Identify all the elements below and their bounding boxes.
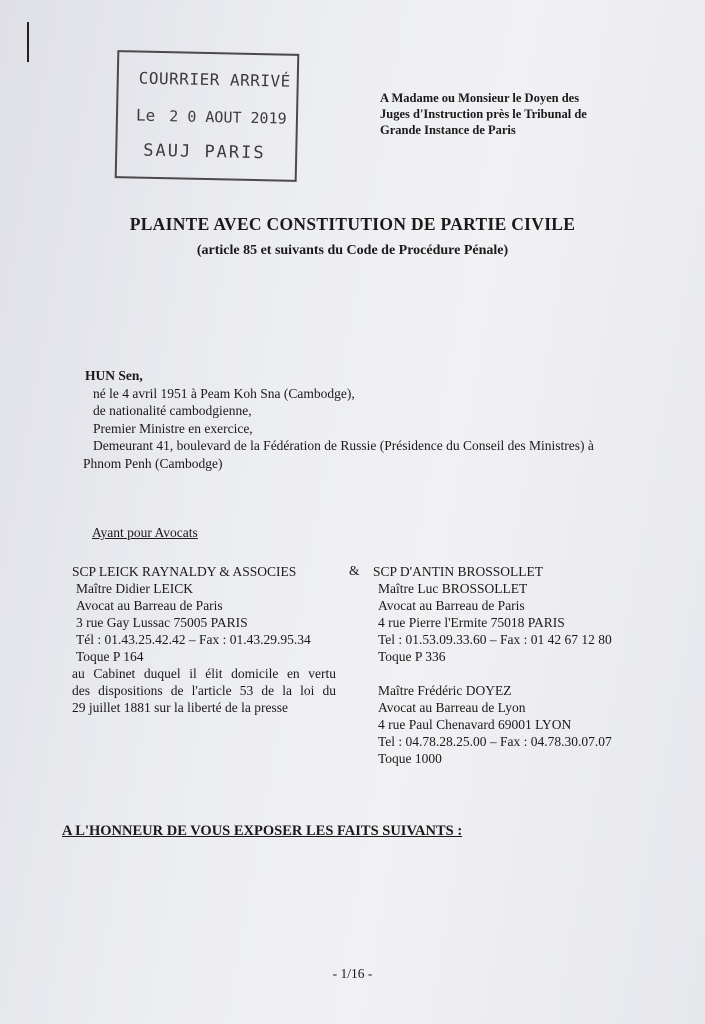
left-address: 3 rue Gay Lussac 75005 PARIS [76,615,248,630]
ampersand: & [349,563,360,578]
plaintiff-block [83,367,594,472]
stamp-line-3: SAUJ PARIS [143,140,266,164]
right-tel: Tel : 01.53.09.33.60 – Fax : 01 42 67 12 80 [378,632,612,647]
second-tel: Tel : 04.78.28.25.00 – Fax : 04.78.30.07.07 [378,734,612,749]
document-title: PLAINTE AVEC CONSTITUTION DE PARTIE CIVILE [129,214,576,234]
received-stamp [115,50,300,182]
margin-mark [27,22,29,62]
right-bar: Avocat au Barreau de Paris [378,598,525,613]
plaintiff-detail: Phnom Penh (Cambodge) [83,455,223,471]
plaintiff-detail: de nationalité cambodgienne, [93,403,252,418]
stamp-date-line [136,106,287,128]
plaintiff-detail: né le 4 avril 1951 à Peam Koh Sna (Cambodge), [93,385,355,401]
document-subtitle: (article 85 et suivants du Code de Procédure Pénale) [196,243,509,258]
left-firm-block [72,563,342,716]
plaintiff-name: HUN Sen, [85,368,143,383]
left-domicile-line: au Cabinet duquel il élit domicile en vertu [72,666,336,681]
addressee-block [380,90,630,138]
left-firm-name: SCP LEICK RAYNALDY & ASSOCIES [72,564,297,579]
stamp-le: Le [135,105,156,125]
right-firm-block [373,563,673,767]
right-firm-name: SCP D'ANTIN BROSSOLLET [373,564,543,579]
stamp-date: 2 0 AOUT 2019 [169,107,287,128]
second-lawyer: Maître Frédéric DOYEZ [378,683,512,698]
plaintiff-detail: Premier Ministre en exercice, [93,420,253,436]
addressee-line: Grande Instance de Paris [380,123,516,137]
addressee-line: Juges d'Instruction près le Tribunal de [380,107,587,121]
stamp-line-1: COURRIER ARRIVÉ [138,68,291,91]
section-heading: A L'HONNEUR DE VOUS EXPOSER LES FAITS SUIVANTS : [62,823,463,839]
left-toque: Toque P 164 [76,649,144,664]
second-bar: Avocat au Barreau de Lyon [378,700,526,715]
left-domicile-line: 29 juillet 1881 sur la liberté de la presse [72,700,288,715]
right-toque: Toque P 336 [378,649,446,664]
second-address: 4 rue Paul Chenavard 69001 LYON [378,717,572,732]
lawyers-label: Ayant pour Avocats [92,525,198,540]
right-lawyer: Maître Luc BROSSOLLET [378,581,528,596]
left-lawyer: Maître Didier LEICK [76,581,193,596]
plaintiff-detail: Demeurant 41, boulevard de la Fédération de Russie (Présidence du Conseil des Ministres) à [93,438,594,453]
addressee-line: A Madame ou Monsieur le Doyen des [380,91,580,105]
page-number: - 1/16 - [332,966,373,981]
right-address: 4 rue Pierre l'Ermite 75018 PARIS [378,615,565,630]
left-domicile-line: des dispositions de l'article 53 de la loi du [72,683,336,698]
second-toque: Toque 1000 [378,751,442,766]
left-tel: Tél : 01.43.25.42.42 – Fax : 01.43.29.95.34 [76,632,311,647]
left-bar: Avocat au Barreau de Paris [76,598,223,613]
